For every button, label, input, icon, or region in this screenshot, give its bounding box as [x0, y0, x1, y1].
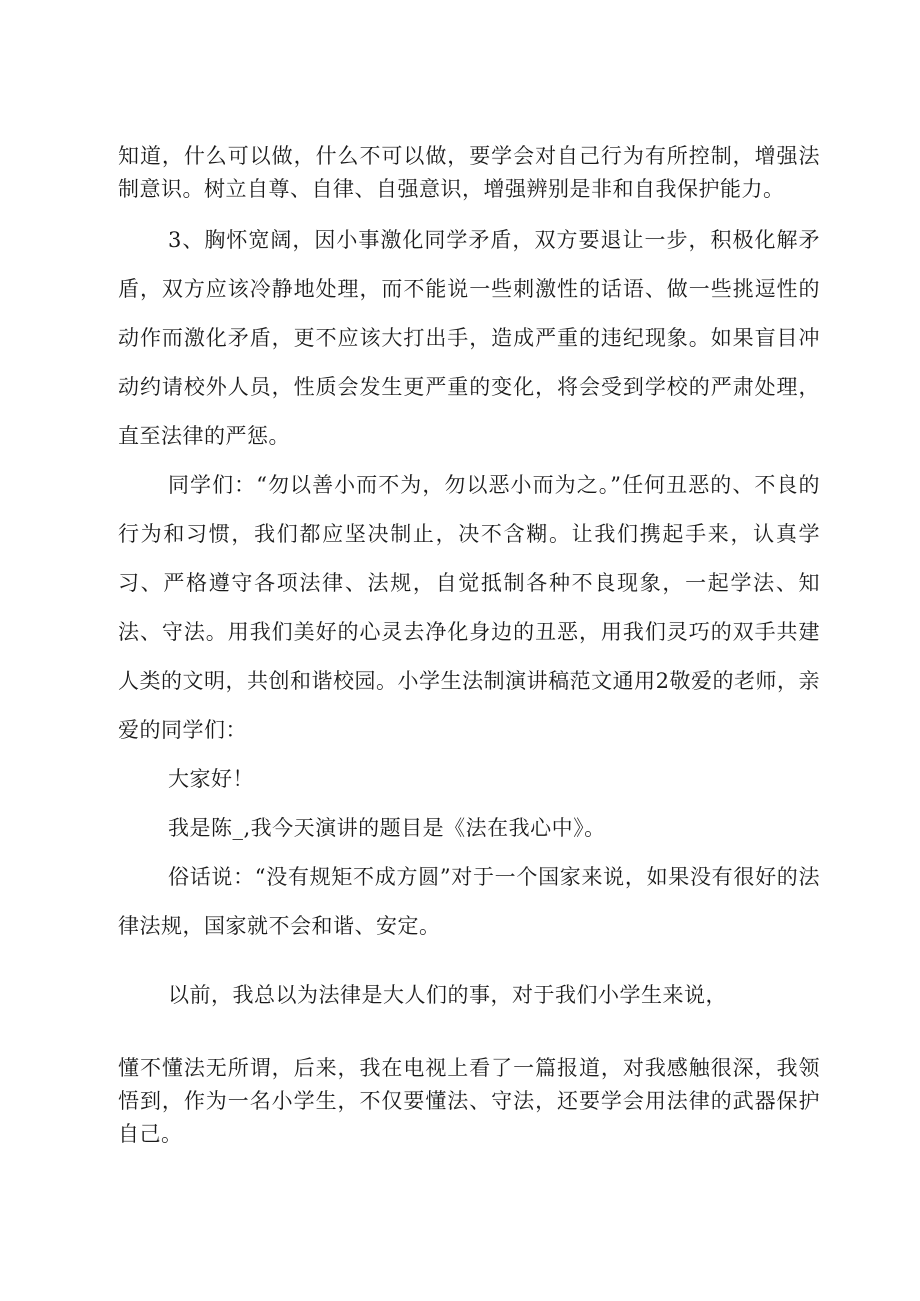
paragraph-greeting: 大家好！	[168, 767, 254, 791]
paragraph-point-3: 3、胸怀宽阔，因小事激化同学矛盾，双方要退让一步，积极化解矛盾，双方应该冷静地处理，而不能说一些刺激性的话语、做一些挑逗性的动作而激化矛盾，更不应该大打出手，造成严重的违纪现象。如果盲目冲动约请校外人员，性质会发生更严重的变化，将会受到学校的严肃处理，直至法律的严惩。	[118, 228, 820, 448]
paragraph-realization: 懂不懂法无所谓，后来，我在电视上看了一篇报道，对我感触很深，我领悟到，作为一名小学生，不仅要懂法、守法，还要学会用法律的武器保护自己。	[118, 1056, 820, 1146]
paragraph-before: 以前，我总以为法律是大人们的事，对于我们小学生来说，	[168, 983, 727, 1007]
document-body	[118, 140, 820, 1151]
paragraph-saying: 俗话说：“没有规矩不成方圆”对于一个国家来说，如果没有很好的法律法规，国家就不会和谐、安定。	[118, 865, 820, 938]
paragraph-classmates: 同学们：“勿以善小而不为，勿以恶小而为之。”任何丑恶的、不良的行为和习惯，我们都应坚决制止，决不含糊。让我们携起手来，认真学习、严格遵守各项法律、法规，自觉抵制各种不良现象，一起学法、知法、守法。用我们美好的心灵去净化身边的丑恶，用我们灵巧的双手共建人类的文明，共创和谐校园。小学生法制演讲稿范文通用2敬爱的老师，亲爱的同学们：	[118, 473, 820, 742]
paragraph-self-control: 知道，什么可以做，什么不可以做，要学会对自己行为有所控制，增强法制意识。树立自尊、自律、自强意识，增强辨别是非和自我保护能力。	[118, 144, 820, 201]
paragraph-introduction: 我是陈_,我今天演讲的题目是《法在我心中》。	[168, 816, 606, 840]
